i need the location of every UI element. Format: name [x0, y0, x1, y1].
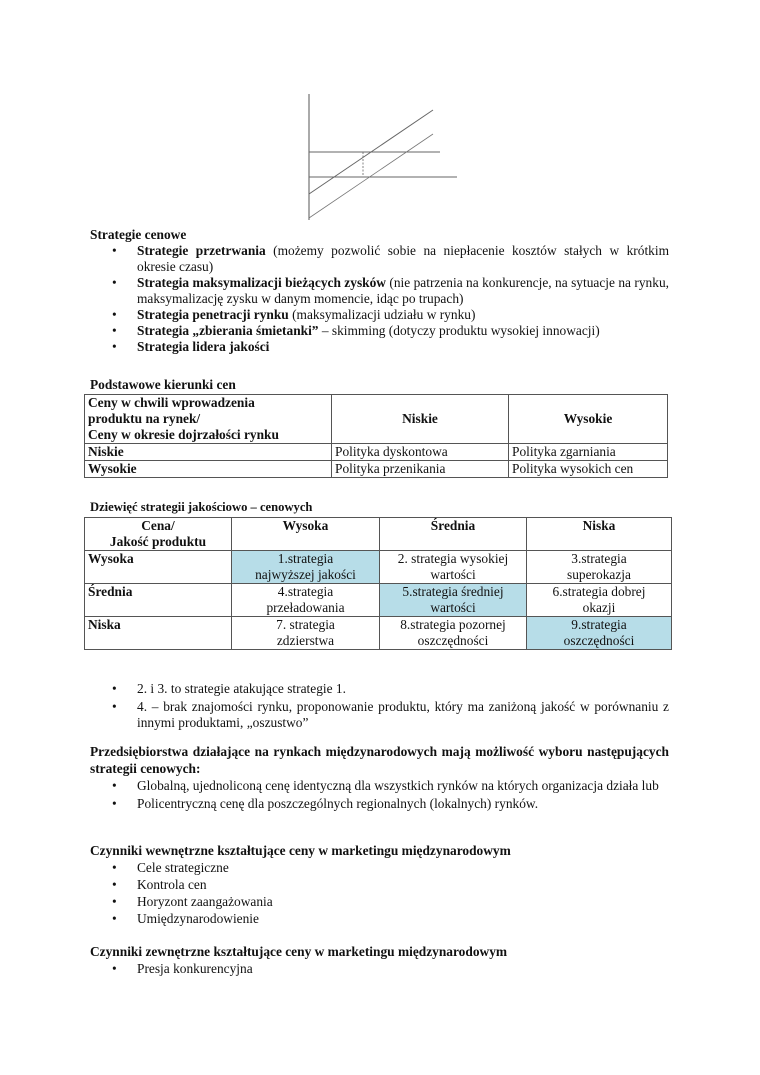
table-header-cell: Ceny w chwili wprowadzenia produktu na rynek/ Ceny w okresie dojrzałości rynku [85, 395, 332, 444]
internal-factors-list [90, 859, 669, 927]
table-header-row [85, 518, 672, 551]
strategy-cell: 4.strategia przeładowania [232, 584, 380, 617]
list-item: • Presja konkurencyjna [112, 961, 253, 976]
table-cell: Polityka wysokich cen [509, 461, 668, 478]
table-header-cell: Wysoka [232, 518, 380, 551]
table-row-label: Wysokie [85, 461, 332, 478]
lower-rising-line [309, 134, 433, 218]
list-item: • Globalną, ujednoliconą cenę identyczną dla wszystkich rynków na których organizacja działa lub [112, 778, 659, 793]
bullet-icon: • [112, 275, 117, 290]
bullet-icon: • [112, 681, 117, 696]
list-item: • Strategie przetrwania (możemy pozwolić sobie na niepłacenie kosztów stałych w krótkim okresie czasu) [112, 243, 669, 274]
strategy-cell: 6.strategia dobrej okazji [527, 584, 672, 617]
list-item: • Strategia „zbierania śmietanki” – skimming (dotyczy produktu wysokiej innowacji) [112, 323, 600, 338]
bullet-icon: • [112, 860, 117, 875]
section-title-external-factors: Czynniki zewnętrzne kształtujące ceny w marketingu międzynarodowym [90, 944, 508, 959]
list-item: • 2. i 3. to strategie atakujące strategie 1. [112, 681, 346, 696]
table-cell: Polityka dyskontowa [332, 444, 509, 461]
strategy-cell-highlighted: 1.strategia najwyższej jakości [232, 551, 380, 584]
table-row [85, 584, 672, 617]
bullet-icon: • [112, 243, 117, 258]
bullet-icon: • [112, 961, 117, 976]
list-item: • Horyzont zaangażowania [112, 894, 273, 909]
price-directions-table [84, 394, 668, 478]
bullet-icon: • [112, 307, 117, 322]
list-item: • Strategia penetracji rynku (maksymalizacji udziału w rynku) [112, 307, 476, 322]
bullet-icon: • [112, 339, 117, 354]
table-cell: Polityka przenikania [332, 461, 509, 478]
section-title-international: Przedsiębiorstwa działające na rynkach międzynarodowych mają możliwość wyboru następujących strategii cenowych: [90, 744, 669, 776]
notes-list [90, 681, 669, 731]
table2-title: Dziewięć strategii jakościowo – cenowych [90, 500, 313, 514]
quality-price-strategies-table [84, 517, 672, 650]
table-row [85, 551, 672, 584]
table-row [85, 617, 672, 650]
bullet-icon: • [112, 323, 117, 338]
table-row-label: Niskie [85, 444, 332, 461]
list-item: • Umiędzynarodowienie [112, 911, 259, 926]
table-row [85, 444, 668, 461]
table-header-cell: Wysokie [509, 395, 668, 444]
table-corner-cell: Cena/ Jakość produktu [85, 518, 232, 551]
table-row-label: Wysoka [85, 551, 232, 584]
list-item: • Strategia maksymalizacji bieżących zysków (nie patrzenia na konkurencje, na sytuacje na rynku, maksymalizację zysku w danym momencie, idąc po trupach) [112, 275, 669, 306]
strategy-cell: 2. strategia wysokiej wartości [380, 551, 527, 584]
strategy-cell-highlighted: 5.strategia średniej wartości [380, 584, 527, 617]
table-row-label: Niska [85, 617, 232, 650]
strategy-cell: 3.strategia superokazja [527, 551, 672, 584]
table1-title: Podstawowe kierunki cen [90, 377, 236, 392]
table-header-cell: Niskie [332, 395, 509, 444]
list-item: • Cele strategiczne [112, 860, 229, 875]
table-row [85, 461, 668, 478]
table-row-label: Średnia [85, 584, 232, 617]
bullet-icon: • [112, 877, 117, 892]
strategy-cell: 7. strategia zdzierstwa [232, 617, 380, 650]
external-factors-list [90, 960, 669, 977]
bullet-icon: • [112, 699, 117, 714]
pricing-strategies-list [90, 243, 669, 355]
bullet-icon: • [112, 911, 117, 926]
table-cell: Polityka zgarniania [509, 444, 668, 461]
price-strategy-diagram [300, 88, 470, 228]
section-title-pricing-strategies: Strategie cenowe [90, 227, 187, 242]
table-header-row [85, 395, 668, 444]
list-item: • Kontrola cen [112, 877, 207, 892]
bullet-icon: • [112, 796, 117, 811]
list-item: • 4. – brak znajomości rynku, proponowanie produktu, który ma zaniżoną jakość w porównaniu z innymi produktami, „oszustwo” [112, 699, 669, 730]
list-item: • Strategia lidera jakości [112, 339, 270, 354]
section-title-internal-factors: Czynniki wewnętrzne kształtujące ceny w marketingu międzynarodowym [90, 843, 511, 858]
strategy-cell: 8.strategia pozornej oszczędności [380, 617, 527, 650]
table-header-cell: Średnia [380, 518, 527, 551]
bullet-icon: • [112, 778, 117, 793]
bullet-icon: • [112, 894, 117, 909]
international-strategies-list [90, 778, 669, 812]
strategy-cell-highlighted: 9.strategia oszczędności [527, 617, 672, 650]
list-item: • Policentryczną cenę dla poszczególnych regionalnych (lokalnych) rynków. [112, 796, 539, 811]
table-header-cell: Niska [527, 518, 672, 551]
